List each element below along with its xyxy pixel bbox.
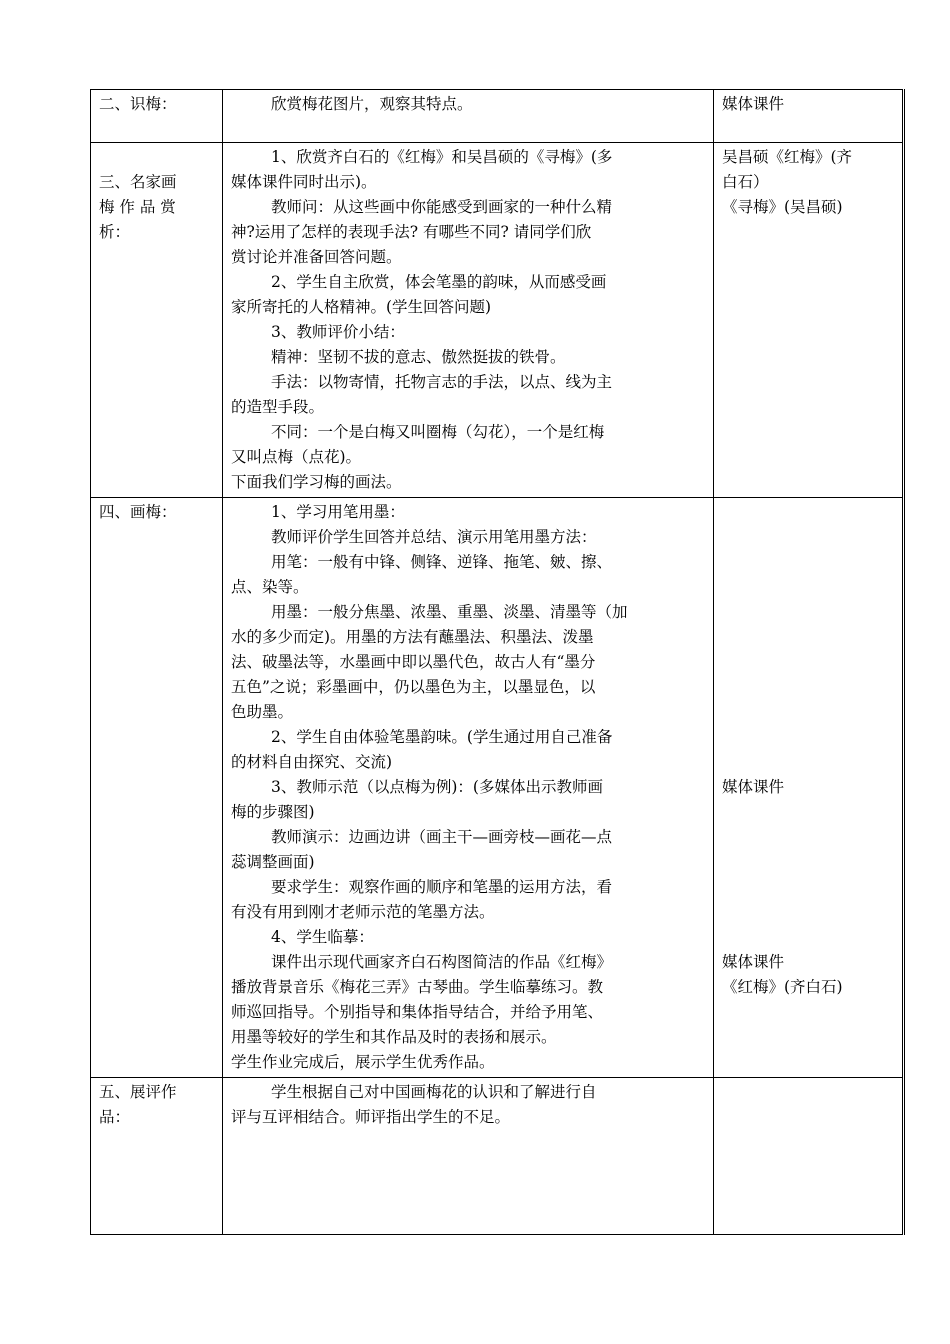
section-label: 四、画梅： xyxy=(99,503,177,521)
content-line: 2、学生自由体验笔墨韵味。(学生通过用自己准备 xyxy=(271,728,613,746)
content-line: 4、学生临摹： xyxy=(271,928,374,946)
content-line: 1、欣赏齐白石的《红梅》和吴昌硕的《寻梅》(多 xyxy=(271,148,613,166)
table-row xyxy=(91,1078,904,1235)
content-cell xyxy=(223,498,714,1078)
section-cell xyxy=(91,498,223,1078)
content-line: 教师评价学生回答并总结、演示用笔用墨方法： xyxy=(271,528,597,546)
table-row xyxy=(91,90,904,143)
media-label: 媒体课件 xyxy=(722,95,785,113)
content-line: 有没有用到刚才老师示范的笔墨方法。 xyxy=(231,903,495,921)
table-row xyxy=(91,143,904,498)
content-line: 用墨等较好的学生和其作品及时的表扬和展示。 xyxy=(231,1028,557,1046)
content-line: 课件出示现代画家齐白石构图简洁的作品《红梅》 xyxy=(271,953,613,971)
section-cell xyxy=(91,143,223,498)
media-label: 白石） xyxy=(722,173,769,191)
media-label: 《红梅》(齐白石) xyxy=(722,978,843,996)
content-line: 评与互评相结合。师评指出学生的不足。 xyxy=(231,1108,511,1126)
content-line: 神?运用了怎样的表现手法? 有哪些不同? 请同学们欣 xyxy=(231,223,592,241)
content-line: 2、学生自主欣赏，体会笔墨的韵味，从而感受画 xyxy=(271,273,607,291)
content-line: 又叫点梅（点花)。 xyxy=(231,448,362,466)
media-cell xyxy=(714,143,904,498)
content-line: 的造型手段。 xyxy=(231,398,325,416)
content-line: 不同：一个是白梅又叫圈梅（勾花），一个是红梅 xyxy=(271,423,605,441)
section-cell xyxy=(91,1078,223,1235)
content-line: 梅的步骤图) xyxy=(231,803,315,821)
content-line: 1、学习用笔用墨： xyxy=(271,503,405,521)
content-cell xyxy=(223,90,714,143)
content-line: 学生根据自己对中国画梅花的认识和了解进行自 xyxy=(271,1083,597,1101)
section-label: 三、名家画 xyxy=(99,173,177,191)
content-line: 3、教师示范（以点梅为例)：(多媒体出示教师画 xyxy=(271,778,603,796)
content-line: 用笔：一般有中锋、侧锋、逆锋、拖笔、皴、擦、 xyxy=(271,553,613,571)
media-label: 媒体课件 xyxy=(722,778,785,796)
content-line: 的材料自由探究、交流) xyxy=(231,753,393,771)
media-cell xyxy=(714,498,904,1078)
content-line: 五色”之说；彩墨画中，仍以墨色为主，以墨显色，以 xyxy=(231,678,596,696)
content-line: 手法：以物寄情，托物言志的手法，以点、线为主 xyxy=(271,373,613,391)
section-label: 析： xyxy=(99,223,131,241)
section-label: 二、识梅： xyxy=(99,95,177,113)
media-label: 媒体课件 xyxy=(722,953,785,971)
content-line: 师巡回指导。个别指导和集体指导结合，并给予用笔、 xyxy=(231,1003,604,1021)
content-line: 色助墨。 xyxy=(231,703,294,721)
lesson-plan-table xyxy=(90,89,905,1235)
content-line: 用墨：一般分焦墨、浓墨、重墨、淡墨、清墨等（加 xyxy=(271,603,628,621)
content-line: 媒体课件同时出示)。 xyxy=(231,173,377,191)
content-line: 法、破墨法等，水墨画中即以墨代色，故古人有“墨分 xyxy=(231,653,596,671)
content-line: 下面我们学习梅的画法。 xyxy=(231,473,402,491)
content-line: 精神：坚韧不拔的意志、傲然挺拔的铁骨。 xyxy=(271,348,566,366)
section-cell xyxy=(91,90,223,143)
content-line: 赏讨论并准备回答问题。 xyxy=(231,248,402,266)
content-line: 教师问：从这些画中你能感受到画家的一种什么精 xyxy=(271,198,613,216)
media-cell xyxy=(714,90,904,143)
media-label: 《寻梅》(吴昌硕) xyxy=(722,198,843,216)
content-line: 要求学生：观察作画的顺序和笔墨的运用方法，看 xyxy=(271,878,613,896)
section-label: 五、展评作 xyxy=(99,1083,177,1101)
section-label: 品： xyxy=(99,1108,131,1126)
content-cell xyxy=(223,143,714,498)
content-line: 家所寄托的人格精神。(学生回答问题) xyxy=(231,298,492,316)
table-row xyxy=(91,498,904,1078)
content-line: 水的多少而定)。用墨的方法有蘸墨法、积墨法、泼墨 xyxy=(231,628,594,646)
media-cell xyxy=(714,1078,904,1235)
section-label: 梅 作 品 赏 xyxy=(99,198,176,216)
media-label: 吴昌硕《红梅》(齐 xyxy=(722,148,853,166)
content-line: 教师演示：边画边讲（画主干—画旁枝—画花—点 xyxy=(271,828,613,846)
content-line: 学生作业完成后，展示学生优秀作品。 xyxy=(231,1053,495,1071)
content-line: 播放背景音乐《梅花三弄》古琴曲。学生临摹练习。教 xyxy=(231,978,604,996)
content-line: 欣赏梅花图片，观察其特点。 xyxy=(271,95,473,113)
content-line: 点、染等。 xyxy=(231,578,309,596)
content-line: 蕊调整画面) xyxy=(231,853,315,871)
content-line: 3、教师评价小结： xyxy=(271,323,405,341)
content-cell xyxy=(223,1078,714,1235)
